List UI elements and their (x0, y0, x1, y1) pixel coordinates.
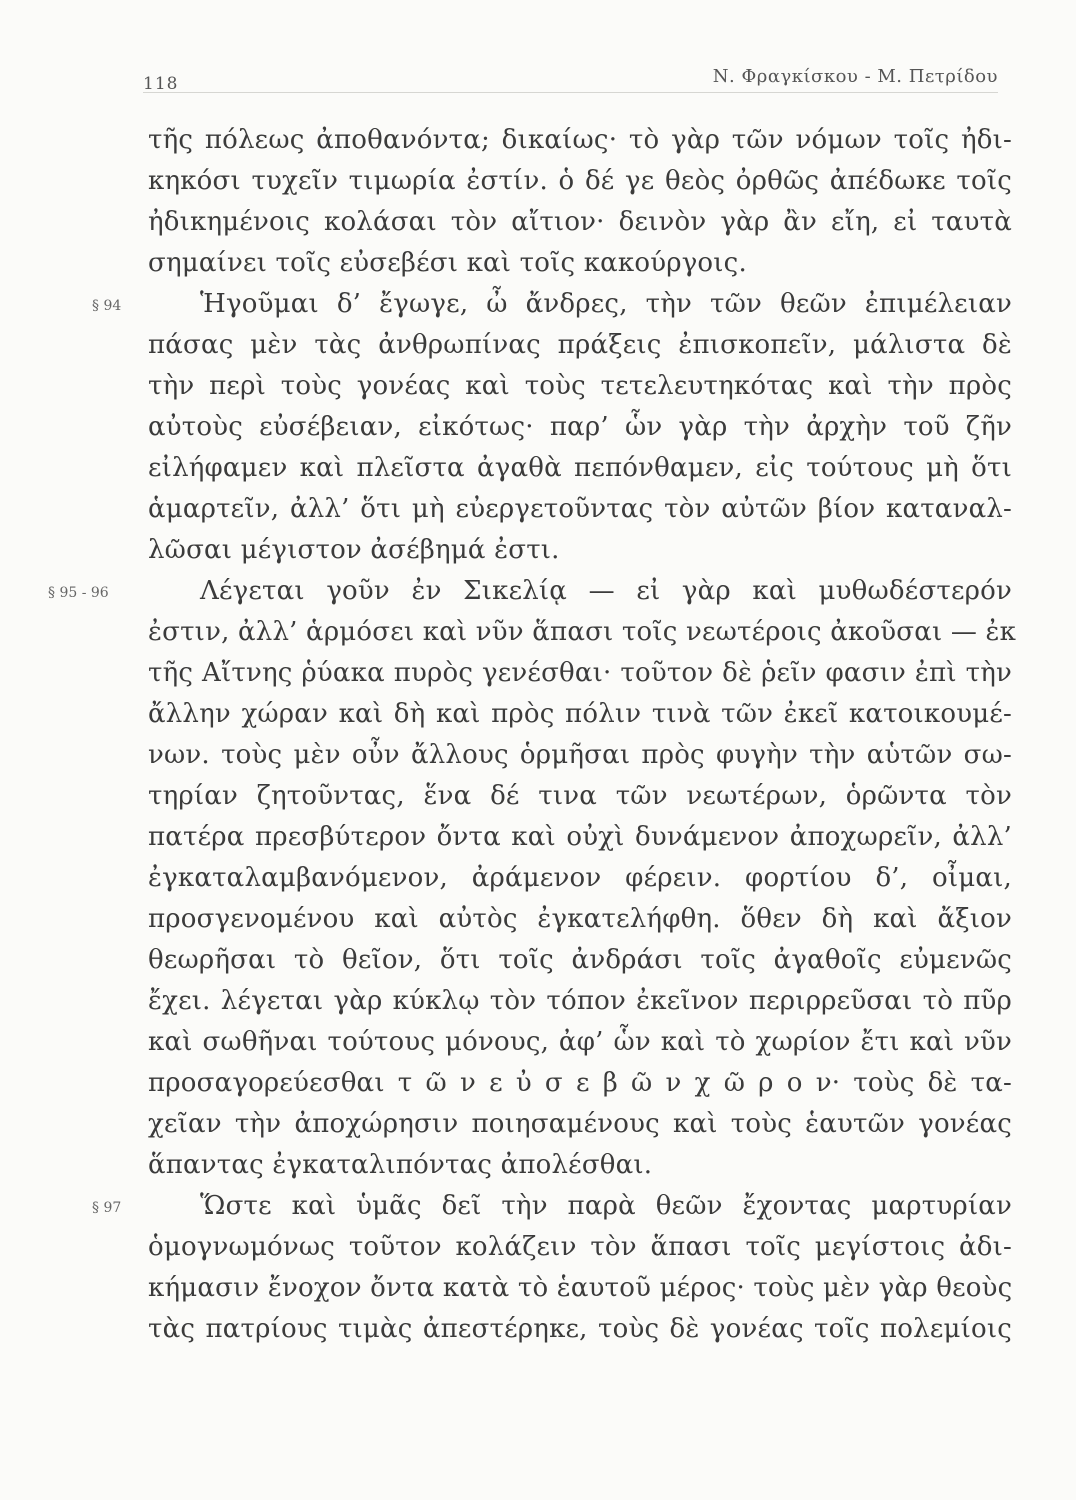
line-text: ἅπαντας ἐγκαταλιπόντας ἀπολέσθαι. (148, 1150, 653, 1180)
text-line (0, 776, 1076, 817)
line-text: πατέρα πρεσβύτερον ὄντα καὶ οὐχὶ δυνάμενον ἀποχωρεῖν, ἀλλ’ (148, 822, 1012, 852)
running-head: Ν. Φραγκίσκου - Μ. Πετρίδου (712, 66, 998, 87)
section-marker: § 95 - 96 (48, 585, 109, 601)
text-line (0, 1022, 1076, 1063)
text-line (0, 1145, 1076, 1186)
text-line (0, 120, 1076, 161)
text-line (0, 325, 1076, 366)
text-line (0, 735, 1076, 776)
line-text: ἐγκαταλαμβανόμενον, ἀράμενον φέρειν. φορτίου δ’, οἶμαι, (148, 863, 1012, 893)
line-text: Ὥστε καὶ ὑμᾶς δεῖ τὴν παρὰ θεῶν ἔχοντας μαρτυρίαν (200, 1191, 1012, 1221)
line-text: νων. τοὺς μὲν οὖν ἄλλους ὁρμῆσαι πρὸς φυγὴν τὴν αὑτῶν σω- (148, 740, 1012, 770)
text-line (0, 243, 1076, 284)
line-text: κήμασιν ἔνοχον ὄντα κατὰ τὸ ἑαυτοῦ μέρος· τοὺς μὲν γὰρ θεοὺς (148, 1273, 1013, 1303)
text-line (0, 817, 1076, 858)
text-line (0, 161, 1076, 202)
line-text: προσγενομένου καὶ αὐτὸς ἐγκατελήφθη. ὅθεν δὴ καὶ ἄξιον (148, 904, 1012, 934)
text-line (0, 571, 1076, 612)
line-text: τηρίαν ζητοῦντας, ἕνα δέ τινα τῶν νεωτέρων, ὁρῶντα τὸν (148, 781, 1012, 811)
line-text: λῶσαι μέγιστον ἀσέβημά ἐστι. (148, 535, 560, 565)
line-text: εἰλήφαμεν καὶ πλεῖστα ἀγαθὰ πεπόνθαμεν, εἰς τούτους μὴ ὅτι (148, 453, 1012, 483)
page-number: 118 (143, 74, 179, 94)
text-line (0, 1186, 1076, 1227)
line-text: σημαίνει τοῖς εὐσεβέσι καὶ τοῖς κακούργοις. (148, 248, 747, 278)
text-line (0, 1227, 1076, 1268)
line-text: τὴν περὶ τοὺς γονέας καὶ τοὺς τετελευτηκότας καὶ τὴν πρὸς (148, 371, 1012, 401)
line-text: ἠδικημένοις κολάσαι τὸν αἴτιον· δεινὸν γὰρ ἂν εἴη, εἰ ταυτὰ (148, 207, 1012, 237)
line-text: Ἡγοῦμαι δ’ ἔγωγε, ὦ ἄνδρες, τὴν τῶν θεῶν ἐπιμέλειαν (200, 289, 1012, 319)
line-text: θεωρῆσαι τὸ θεῖον, ὅτι τοῖς ἀνδράσι τοῖς ἀγαθοῖς εὐμενῶς (148, 945, 1012, 975)
line-text: προσαγορεύεσθαι τ ῶ ν ε ὐ σ ε β ῶ ν χ ῶ ρ ο ν· τοὺς δὲ τα- (148, 1068, 1012, 1098)
text-line (0, 1063, 1076, 1104)
line-text: Λέγεται γοῦν ἐν Σικελίᾳ — εἰ γὰρ καὶ μυθωδέστερόν (200, 576, 1012, 606)
line-text: αὐτοὺς εὐσέβειαν, εἰκότως· παρ’ ὧν γὰρ τὴν ἀρχὴν τοῦ ζῆν (148, 412, 1012, 442)
text-line (0, 202, 1076, 243)
line-text: κηκόσι τυχεῖν τιμωρία ἐστίν. ὁ δέ γε θεὸς ὀρθῶς ἀπέδωκε τοῖς (148, 166, 1012, 196)
text-line (0, 940, 1076, 981)
line-text: τῆς Αἴτνης ῥύακα πυρὸς γενέσθαι· τοῦτον δὲ ῥεῖν φασιν ἐπὶ τὴν (148, 658, 1012, 688)
text-line (0, 1104, 1076, 1145)
line-text: ἐστιν, ἀλλ’ ἁρμόσει καὶ νῦν ἅπασι τοῖς νεωτέροις ἀκοῦσαι — ἐκ (148, 617, 1017, 647)
text-line (0, 694, 1076, 735)
line-text: ἁμαρτεῖν, ἀλλ’ ὅτι μὴ εὐεργετοῦντας τὸν αὐτῶν βίον καταναλ- (148, 494, 1012, 524)
body-text (0, 120, 1076, 1350)
line-text: ἔχει. λέγεται γὰρ κύκλῳ τὸν τόπον ἐκεῖνον περιρρεῦσαι τὸ πῦρ (148, 986, 1012, 1016)
text-line (0, 284, 1076, 325)
line-text: ἄλλην χώραν καὶ δὴ καὶ πρὸς πόλιν τινὰ τῶν ἐκεῖ κατοικουμέ- (148, 699, 1012, 729)
line-text: πάσας μὲν τὰς ἀνθρωπίνας πράξεις ἐπισκοπεῖν, μάλιστα δὲ (148, 330, 1012, 360)
page-header (143, 58, 998, 93)
text-line (0, 1268, 1076, 1309)
line-text: τὰς πατρίους τιμὰς ἀπεστέρηκε, τοὺς δὲ γονέας τοῖς πολεμίοις (148, 1314, 1012, 1344)
line-text: ὁμογνωμόνως τοῦτον κολάζειν τὸν ἅπασι τοῖς μεγίστοις ἀδι- (148, 1232, 1012, 1262)
text-line (0, 612, 1076, 653)
text-line (0, 489, 1076, 530)
text-line (0, 366, 1076, 407)
text-line (0, 1309, 1076, 1350)
line-text: τῆς πόλεως ἀποθανόντα; δικαίως· τὸ γὰρ τῶν νόμων τοῖς ἠδι- (148, 125, 1012, 155)
text-line (0, 858, 1076, 899)
text-line (0, 981, 1076, 1022)
section-marker: § 97 (92, 1200, 122, 1216)
line-text: καὶ σωθῆναι τούτους μόνους, ἀφ’ ὧν καὶ τὸ χωρίον ἔτι καὶ νῦν (148, 1027, 1012, 1057)
line-text: χεῖαν τὴν ἀποχώρησιν ποιησαμένους καὶ τοὺς ἑαυτῶν γονέας (148, 1109, 1012, 1139)
text-line (0, 407, 1076, 448)
text-line (0, 530, 1076, 571)
section-marker: § 94 (92, 298, 122, 314)
text-line (0, 899, 1076, 940)
text-line (0, 448, 1076, 489)
text-line (0, 653, 1076, 694)
